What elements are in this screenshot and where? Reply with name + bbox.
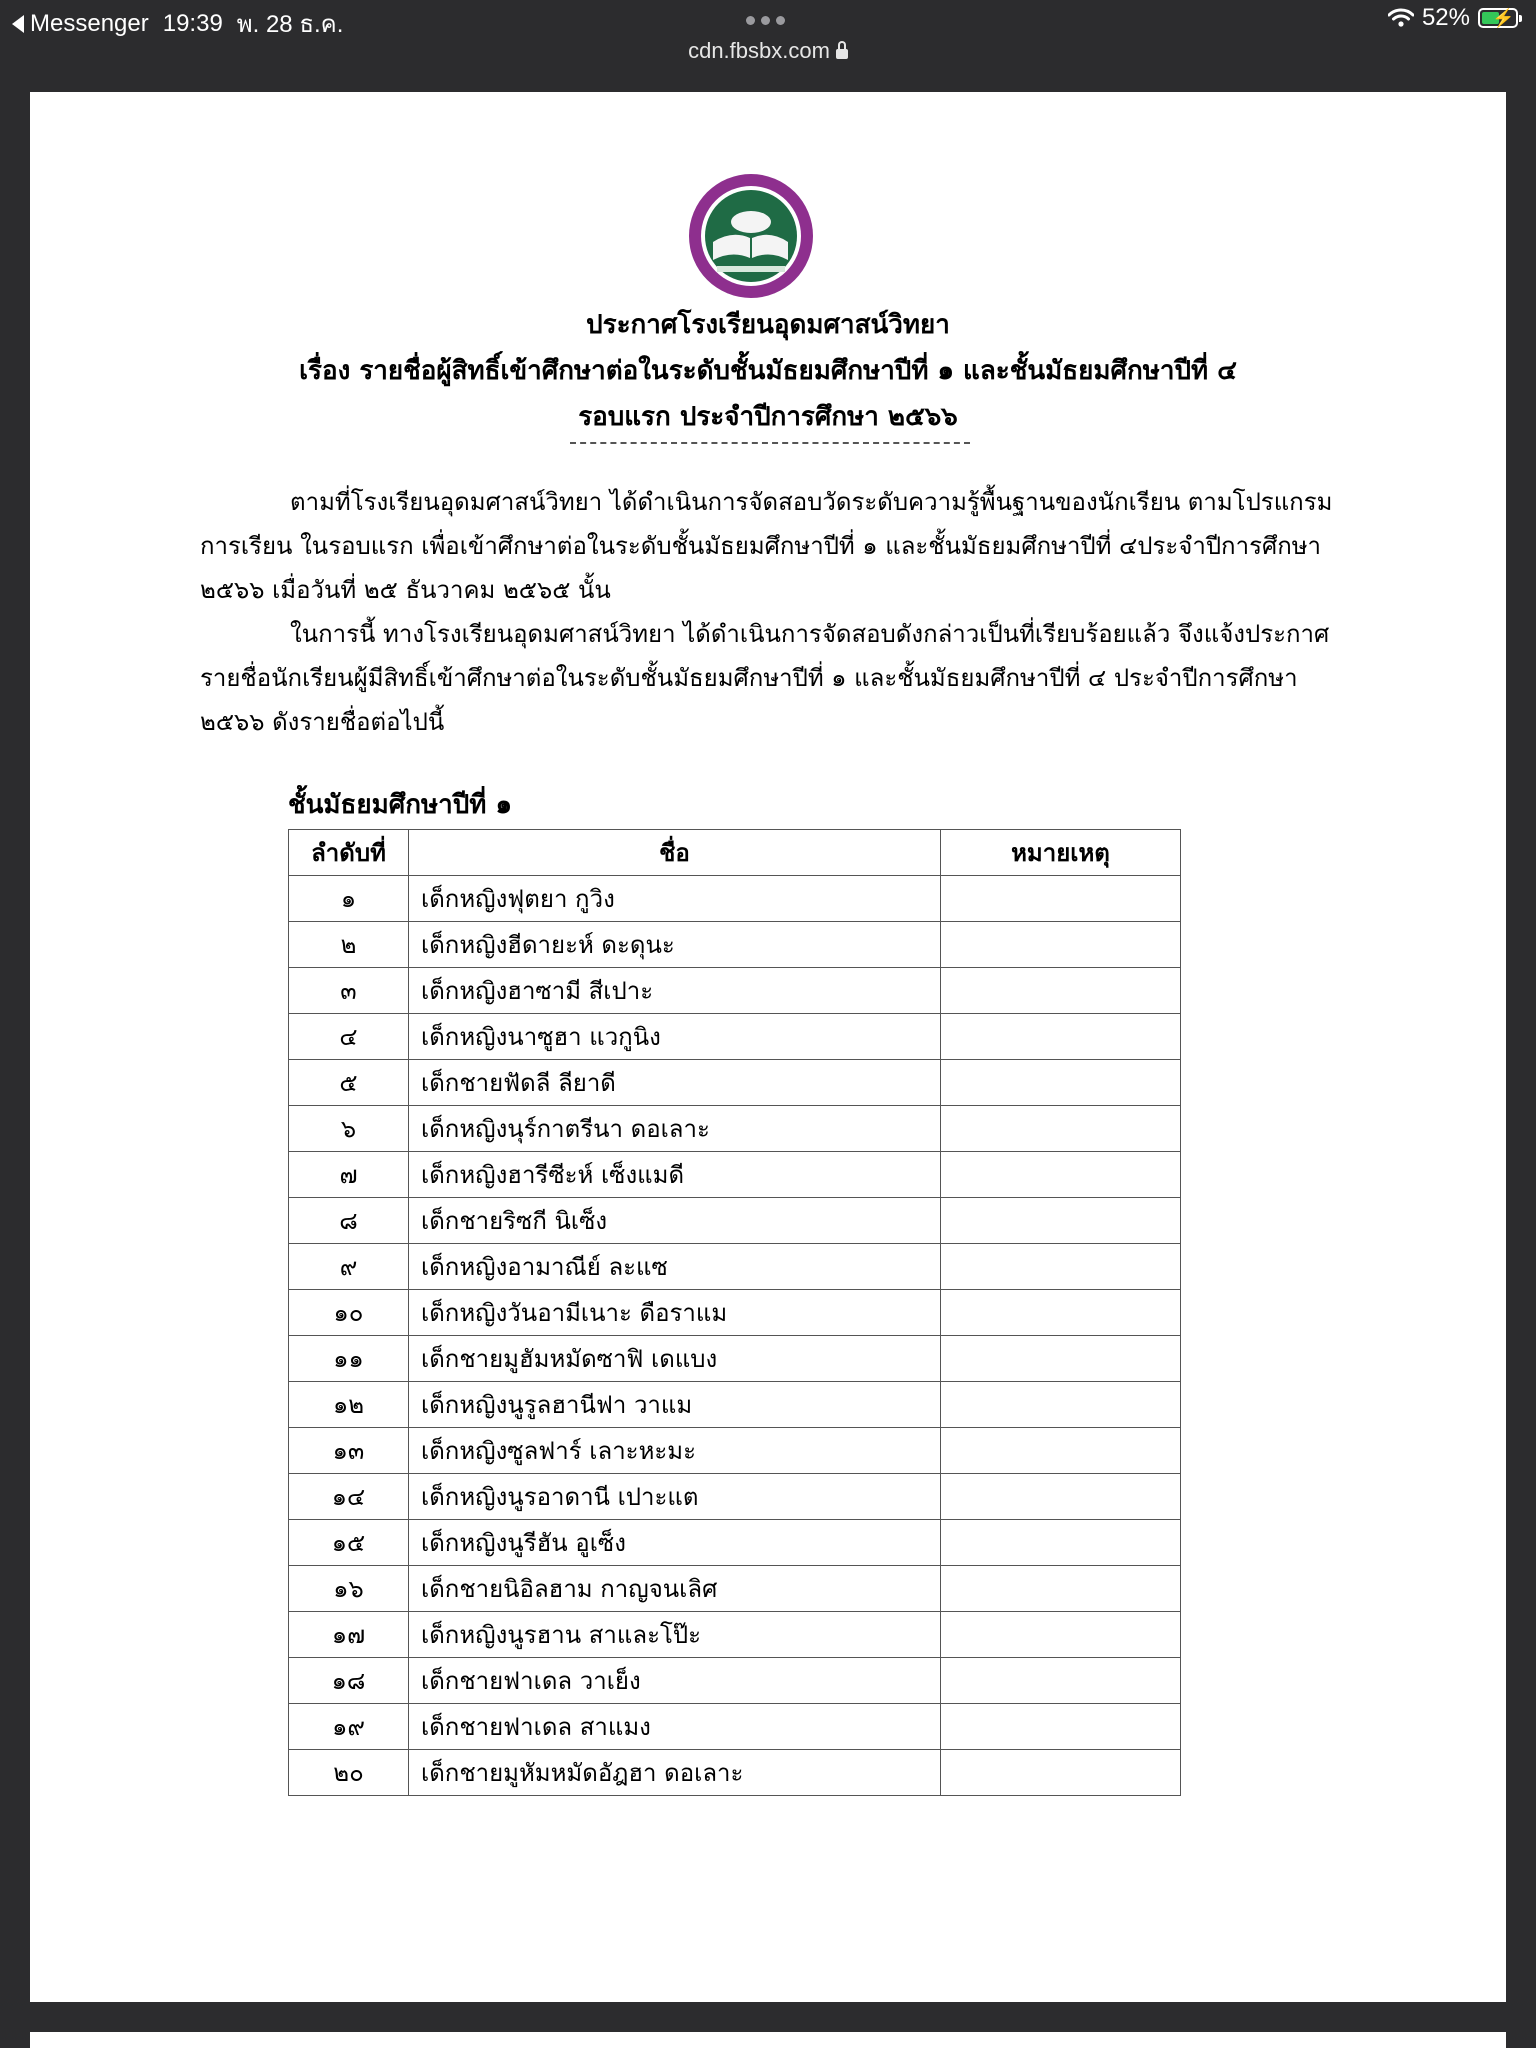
student-name: เด็กชายฟาเดล วาเย็ง — [409, 1658, 941, 1704]
table-row — [289, 1336, 1181, 1382]
table-row — [289, 1152, 1181, 1198]
dot-icon — [776, 16, 785, 25]
student-remark — [941, 1704, 1181, 1750]
student-name: เด็กหญิงนุร์กาตรีนา ดอเลาะ — [409, 1106, 941, 1152]
student-remark — [941, 1060, 1181, 1106]
student-remark — [941, 1152, 1181, 1198]
student-number: ๗ — [289, 1152, 409, 1198]
student-name: เด็กชายริซกี นิเซ็ง — [409, 1198, 941, 1244]
student-name: เด็กหญิงนาซูฮา แวกูนิง — [409, 1014, 941, 1060]
announcement-body — [200, 480, 1334, 744]
student-remark — [941, 1244, 1181, 1290]
paragraph-2: ในการนี้ ทางโรงเรียนอุดมศาสน์วิทยา ได้ดำเนินการจัดสอบดังกล่าวเป็นที่เรียบร้อยแล้ว จึงแจ้งประกาศรายชื่อนักเรียนผู้มีสิทธิ์เข้าศึกษาต่อในระดับชั้นมัธยมศึกษาปีที่ ๑ และชั้นมัธยมศึกษาปีที่ ๔ ประจำปีการศึกษา ๒๕๖๖ ดังรายชื่อต่อไปนี้ — [200, 620, 1330, 736]
student-name: เด็กหญิงฟุตยา กูวิง — [409, 876, 941, 922]
student-number: ๑๖ — [289, 1566, 409, 1612]
student-name: เด็กหญิงนูรฮาน สาและโป๊ะ — [409, 1612, 941, 1658]
student-number: ๓ — [289, 968, 409, 1014]
table-row — [289, 1474, 1181, 1520]
student-number: ๖ — [289, 1106, 409, 1152]
student-name: เด็กชายฟัดลี ลียาดี — [409, 1060, 941, 1106]
student-number: ๑๒ — [289, 1382, 409, 1428]
table-row — [289, 876, 1181, 922]
table-row — [289, 1014, 1181, 1060]
student-name: เด็กหญิงฮาซามี สีเปาะ — [409, 968, 941, 1014]
student-name: เด็กชายนิอิลฮาม กาญจนเลิศ — [409, 1566, 941, 1612]
table-row — [289, 968, 1181, 1014]
battery-icon — [1478, 8, 1518, 28]
student-remark — [941, 1290, 1181, 1336]
student-remark — [941, 876, 1181, 922]
table-row — [289, 1060, 1181, 1106]
student-name: เด็กหญิงฮารีซีะห์ เซ็งแมดี — [409, 1152, 941, 1198]
student-remark — [941, 1428, 1181, 1474]
student-remark — [941, 1658, 1181, 1704]
student-number: ๑๐ — [289, 1290, 409, 1336]
table-row — [289, 1290, 1181, 1336]
table-row — [289, 1198, 1181, 1244]
student-remark — [941, 1566, 1181, 1612]
document-page[interactable] — [30, 92, 1506, 2002]
school-logo — [687, 172, 815, 300]
announcement-title — [30, 302, 1506, 440]
address-bar[interactable] — [0, 36, 1536, 66]
student-name: เด็กหญิงนูรอาดานี เปาะแต — [409, 1474, 941, 1520]
student-name: เด็กหญิงนูรีฮัน อูเซ็ง — [409, 1520, 941, 1566]
url-text: cdn.fbsbx.com — [688, 38, 830, 63]
student-remark — [941, 1014, 1181, 1060]
battery-percent: 52% — [1421, 4, 1470, 31]
student-remark — [941, 968, 1181, 1014]
student-remark — [941, 1520, 1181, 1566]
lock-icon — [836, 49, 848, 59]
student-name: เด็กหญิงซูลฟาร์ เลาะหะมะ — [409, 1428, 941, 1474]
student-name: เด็กชายมูฮัมหมัดซาฟิ เดแบง — [409, 1336, 941, 1382]
student-remark — [941, 1382, 1181, 1428]
table-row — [289, 1382, 1181, 1428]
table-row — [289, 1704, 1181, 1750]
wifi-icon — [1388, 8, 1414, 28]
student-number: ๑๕ — [289, 1520, 409, 1566]
student-name: เด็กหญิงฮีดายะห์ ดะดุนะ — [409, 922, 941, 968]
student-number: ๔ — [289, 1014, 409, 1060]
student-number: ๕ — [289, 1060, 409, 1106]
back-to-app-button[interactable] — [12, 10, 149, 38]
status-bar — [0, 0, 1536, 40]
student-name: เด็กชายฟาเดล สาแมง — [409, 1704, 941, 1750]
section-heading: ชั้นมัธยมศึกษาปีที่ ๑ — [288, 790, 512, 820]
title-line-2: เรื่อง รายชื่อผู้สิทธิ์เข้าศึกษาต่อในระดับชั้นมัธยมศึกษาปีที่ ๑ และชั้นมัธยมศึกษาปีที่ ๔ — [299, 356, 1237, 386]
student-number: ๑ — [289, 876, 409, 922]
student-remark — [941, 1474, 1181, 1520]
next-page-edge — [30, 2032, 1506, 2048]
student-remark — [941, 1612, 1181, 1658]
student-table — [288, 829, 1181, 1796]
student-number: ๑๔ — [289, 1474, 409, 1520]
student-number: ๑๑ — [289, 1336, 409, 1382]
header-remark: หมายเหตุ — [941, 830, 1181, 876]
student-number: ๒ — [289, 922, 409, 968]
student-name: เด็กหญิงอามาณีย์ ละแซ — [409, 1244, 941, 1290]
table-row — [289, 922, 1181, 968]
student-number: ๑๘ — [289, 1658, 409, 1704]
table-row — [289, 1428, 1181, 1474]
student-name: เด็กชายมูหัมหมัดอัฎฮา ดอเลาะ — [409, 1750, 941, 1796]
table-header-row — [289, 830, 1181, 876]
back-triangle-icon — [12, 15, 24, 33]
divider — [570, 442, 970, 444]
student-number: ๑๗ — [289, 1612, 409, 1658]
student-remark — [941, 1336, 1181, 1382]
student-remark — [941, 922, 1181, 968]
table-row — [289, 1658, 1181, 1704]
table-row — [289, 1750, 1181, 1796]
status-date: พ. 28 ธ.ค. — [236, 11, 344, 38]
table-row — [289, 1244, 1181, 1290]
table-row — [289, 1566, 1181, 1612]
student-number: ๘ — [289, 1198, 409, 1244]
dot-icon — [761, 16, 770, 25]
dot-icon — [746, 16, 755, 25]
student-remark — [941, 1750, 1181, 1796]
title-line-3: รอบแรก ประจำปีการศึกษา ๒๕๖๖ — [578, 402, 958, 432]
charging-bolt-icon: ⚡ — [1492, 8, 1515, 28]
student-name: เด็กหญิงวันอามีเนาะ ดือราแม — [409, 1290, 941, 1336]
student-number: ๒๐ — [289, 1750, 409, 1796]
multitasking-dots[interactable] — [746, 16, 785, 25]
table-row — [289, 1106, 1181, 1152]
table-row — [289, 1612, 1181, 1658]
table-row — [289, 1520, 1181, 1566]
table-body — [289, 876, 1181, 1796]
student-remark — [941, 1106, 1181, 1152]
student-number: ๙ — [289, 1244, 409, 1290]
status-time: 19:39 — [162, 9, 223, 37]
paragraph-1: ตามที่โรงเรียนอุดมศาสน์วิทยา ได้ดำเนินการจัดสอบวัดระดับความรู้พื้นฐานของนักเรียน ตามโปรแกรมการเรียน ในรอบแรก เพื่อเข้าศึกษาต่อในระดับชั้นมัธยมศึกษาปีที่ ๑ และชั้นมัธยมศึกษาปีที่ ๔ประจำปีการศึกษา ๒๕๖๖ เมื่อวันที่ ๒๕ ธันวาคม ๒๕๖๕ นั้น — [200, 488, 1333, 604]
back-app-label: Messenger — [30, 9, 149, 37]
title-line-1: ประกาศโรงเรียนอุดมศาสน์วิทยา — [586, 310, 950, 340]
student-name: เด็กหญิงนูรูลฮานีฟา วาแม — [409, 1382, 941, 1428]
student-remark — [941, 1198, 1181, 1244]
student-number: ๑๓ — [289, 1428, 409, 1474]
status-right — [1388, 4, 1518, 32]
student-number: ๑๙ — [289, 1704, 409, 1750]
header-name: ชื่อ — [409, 830, 941, 876]
header-number: ลำดับที่ — [289, 830, 409, 876]
